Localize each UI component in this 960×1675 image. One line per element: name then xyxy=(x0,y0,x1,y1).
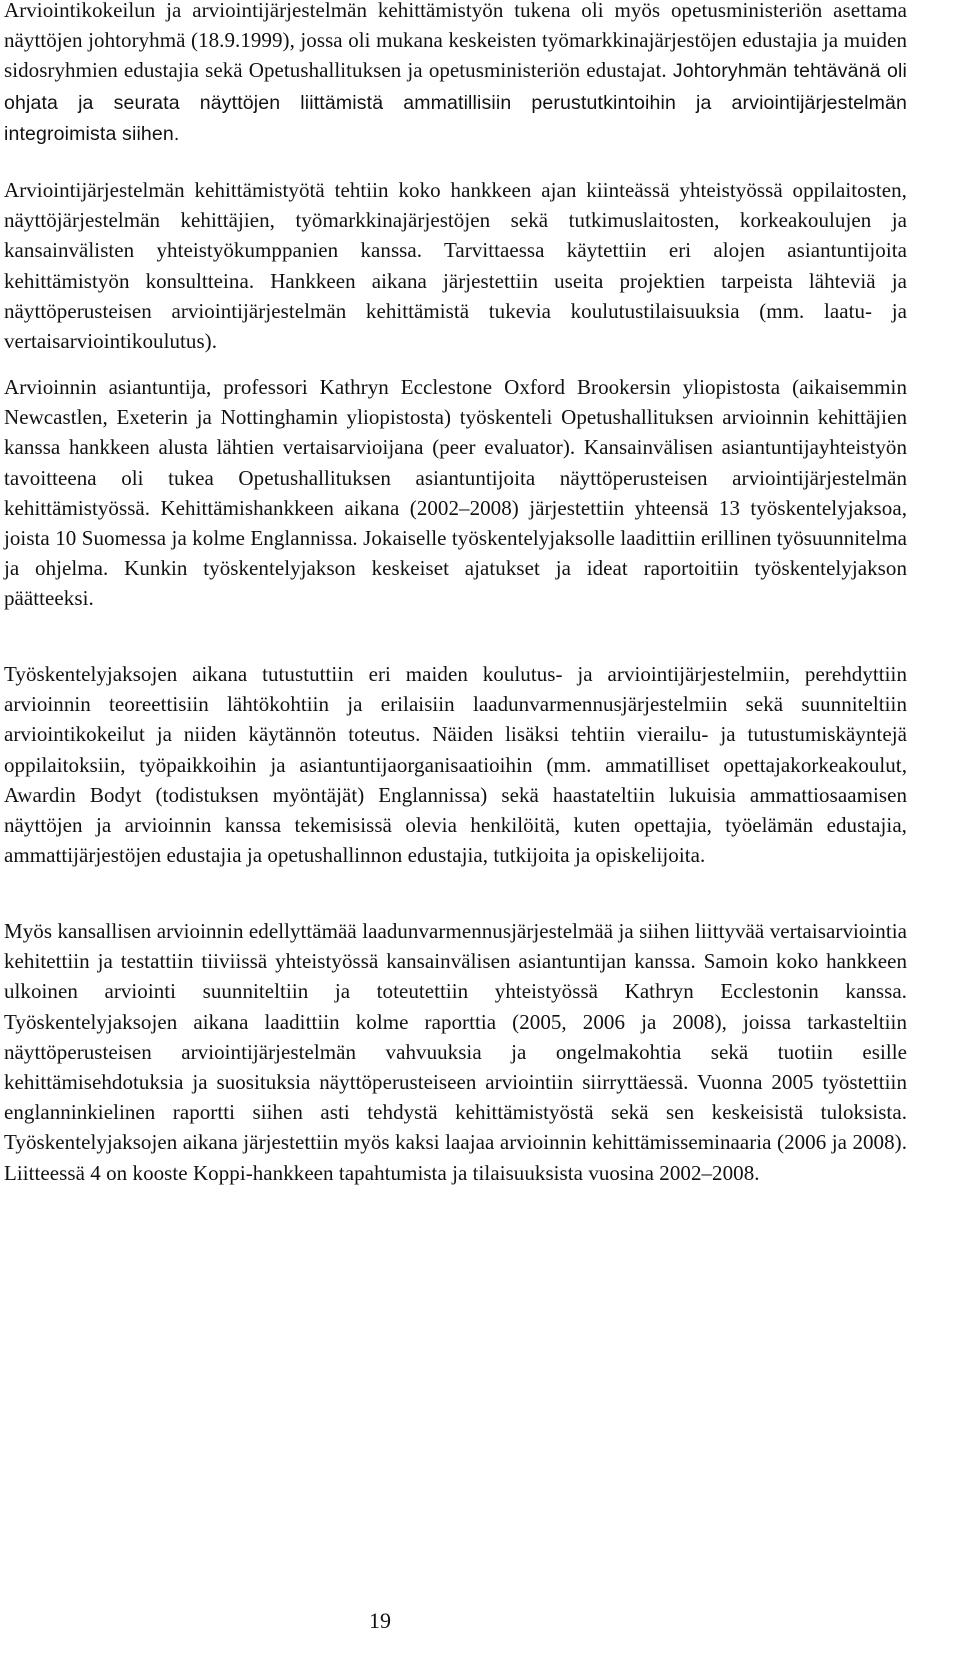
lead-paragraph-sans-part: Johtoryhmän tehtävänä oli ohjata ja seurata näyttöjen liittämistä ammatillisiin perustutkintoihin ja arviointijärjestelmän integroimista siihen. xyxy=(4,60,907,145)
paragraph-quality-assurance: Myös kansallisen arvioinnin edellyttämää laadunvarmennusjärjestelmää ja siihen liittyvää vertaisarviointia kehitettiin ja testattiin tiiviissä yhteistyössä kansainvälisen asiantuntijan kanssa. Samoin koko hankkeen ulkoinen arviointi suunniteltiin ja toteutettiin yhteistyössä Kathryn Ecclestonin kanssa. Työskentelyjaksojen aikana laadittiin kolme raporttia (2005, 2006 ja 2008), joissa tarkasteltiin näyttöperusteisen arviointijärjestelmän vahvuuksia ja ongelmakohtia sekä tuotiin esille kehittämisehdotuksia ja suosituksia näyttöperusteiseen arviointiin siirryttäessä. Vuonna 2005 työstettiin englanninkielinen raportti siihen asti tehdystä kehittämistyöstä sekä sen keskeisistä tuloksista. Työskentelyjaksojen aikana järjestettiin myös kaksi laajaa arvioinnin kehittämisseminaaria (2006 ja 2008). Liitteessä 4 on kooste Koppi-hankkeen tapahtumista ja tilaisuuksista vuosina 2002–2008. xyxy=(4,919,907,1185)
lead-paragraph xyxy=(4,0,907,149)
paragraph-development-cooperation: Arviointijärjestelmän kehittämistyötä tehtiin koko hankkeen ajan kiinteässä yhteistyössä oppilaitosten, näyttöjärjestelmän kehittäjien, työmarkkinajärjestöjen sekä tutkimuslaitosten, korkeakoulujen ja kansainvälisten yhteistyökumppanien kanssa. Tarvittaessa käytettiin eri alojen asiantuntijoita kehittämistyön konsultteina. Hankkeen aikana järjestettiin useita projektien tarpeista lähteviä ja näyttöperusteisen arviointijärjestelmän kehittämistä tukevia koulutustilaisuuksia (mm. laatu- ja vertaisarviointikoulutus). xyxy=(4,178,907,354)
lead-paragraph-serif-part: Arviointikokeilun ja arviointijärjestelmän kehittämistyön tukena oli myös opetusministeriön asettama näyttöjen johtoryhmä (18.9.1999), jossa oli mukana keskeisten työmarkkinajärjestöjen edustajia ja muiden sidosryhmien edustajia sekä Opetushallituksen ja opetusministeriön edustajat. xyxy=(4,0,907,83)
page-number: 19 xyxy=(369,1608,391,1633)
paragraph-expert-collaboration: Arvioinnin asiantuntija, professori Kathryn Ecclestone Oxford Brookersin yliopistosta (aikaisemmin Newcastlen, Exeterin ja Nottinghamin yliopistosta) työskenteli Opetushallituksen arvioinnin kehittäjien kanssa hankkeen alusta lähtien vertaisarvioijana (peer evaluator). Kansainvälisen asiantuntijayhteistyön tavoitteena oli tukea Opetushallituksen asiantuntijoita näyttöperusteisen arviointijärjestelmän kehittämistyössä. Kehittämishankkeen aikana (2002–2008) järjestettiin yhteensä 13 työskentelyjaksoa, joista 10 Suomessa ja kolme Englannissa. Jokaiselle työskentelyjaksolle laadittiin erillinen työsuunnitelma ja ohjelma. Kunkin työskentelyjakson keskeiset ajatukset ja ideat raportoitiin työskentelyjakson päätteeksi. xyxy=(4,375,907,611)
paragraph-work-periods: Työskentelyjaksojen aikana tutustuttiin eri maiden koulutus- ja arviointijärjestelmiin, perehdyttiin arvioinnin teoreettisiin lähtökohtiin ja erilaisiin laadunvarmennusjärjestelmiin sekä suunniteltiin arviointikokeilut ja niiden käytännön toteutus. Näiden lisäksi tehtiin vierailu- ja tutustumiskäyntejä oppilaitoksiin, työpaikkoihin ja asiantuntijaorganisaatioihin (mm. ammatilliset opettajakorkeakoulut, Awardin Bodyt (todistuksen myöntäjät) Englannissa) sekä haastateltiin lukuisia ammattiosaamisen näyttöjen ja arvioinnin kanssa tekemisissä olevia henkilöitä, kuten opettajia, työelämän edustajia, ammattijärjestöjen edustajia ja opetushallinnon edustajia, tutkijoita ja opiskelijoita. xyxy=(4,662,907,868)
